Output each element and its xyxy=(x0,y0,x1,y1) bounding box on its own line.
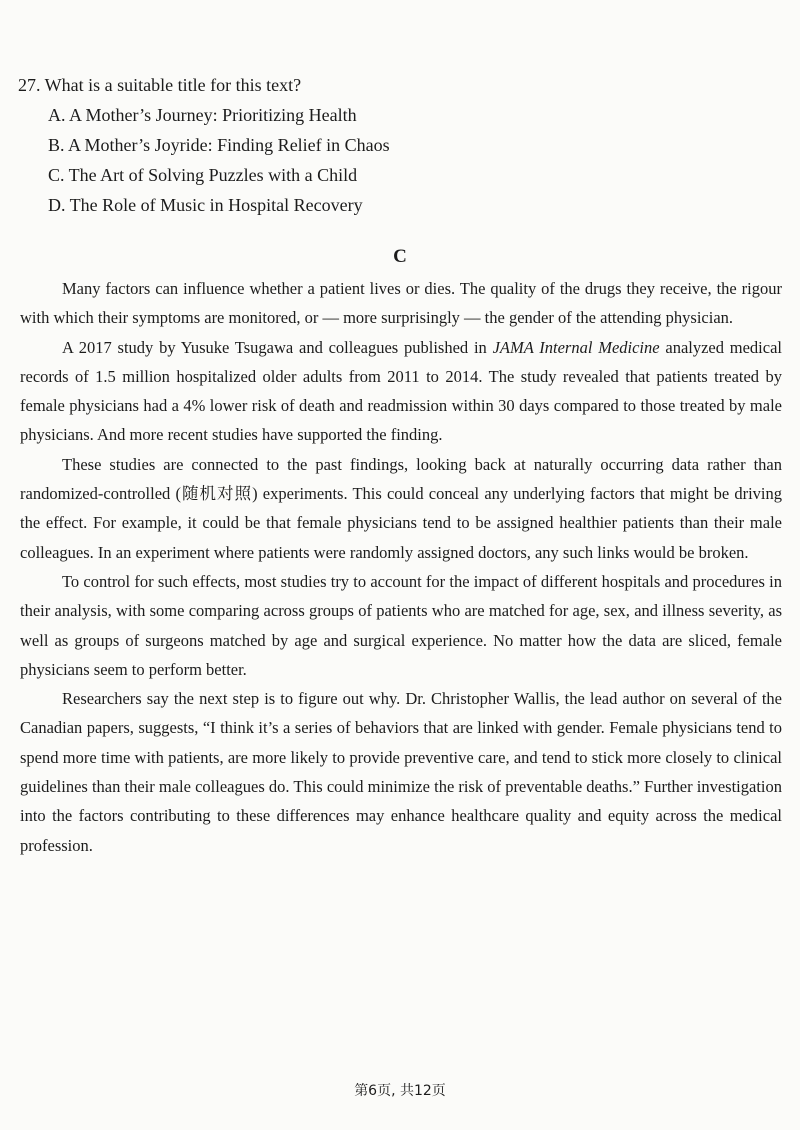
option-d: D. The Role of Music in Hospital Recovery xyxy=(48,195,363,215)
option-b: B. A Mother’s Joyride: Finding Relief in Chaos xyxy=(48,135,390,155)
journal-title: JAMA Internal Medicine xyxy=(492,337,660,357)
question-27 xyxy=(18,70,778,220)
paragraph-1: Many factors can influence whether a patient lives or dies. The quality of the drugs they receive, the rigour with which their symptoms are monitored, or — more surprisingly — the gender of the attending physician. xyxy=(20,279,782,328)
passage-c xyxy=(20,274,782,860)
paragraph-2-after: analyzed medical records of 1.5 million hospitalized older adults from 2011 to 2014. The study revealed that patients treated by female physicians had a 4% lower risk of death and readmission within 30 days compared to those treated by male physicians. And more recent studies have supported the finding. xyxy=(20,337,782,445)
question-stem: 27. What is a suitable title for this text? xyxy=(18,75,302,95)
option-c: C. The Art of Solving Puzzles with a Child xyxy=(48,165,358,185)
option-a: A. A Mother’s Journey: Prioritizing Health xyxy=(48,105,357,125)
paragraph-3: These studies are connected to the past findings, looking back at naturally occurring data rather than randomized-controlled (随机对照) experiments. This could conceal any underlying factors that might be driving the effect. For example, it could be that female physicians tend to be assigned healthier patients than their male colleagues. In an experiment where patients were randomly assigned doctors, any such links would be broken. xyxy=(20,454,782,562)
page-number: 第6页, 共12页 xyxy=(354,1083,446,1099)
section-heading: C xyxy=(393,246,407,267)
paragraph-2-before: A 2017 study by Yusuke Tsugawa and colleagues published in xyxy=(62,337,493,357)
paragraph-5: Researchers say the next step is to figure out why. Dr. Christopher Wallis, the lead author on several of the Canadian papers, suggests, “I think it’s a series of behaviors that are linked with gender. Female physicians tend to spend more time with patients, are more likely to provide preventive care, and tend to stick more closely to clinical guidelines than their male colleagues do. This could minimize the risk of preventable deaths.” Further investigation into the factors contributing to these differences may enhance healthcare quality and equity across the medical profession. xyxy=(20,689,782,855)
paragraph-4: To control for such effects, most studies try to account for the impact of different hospitals and procedures in their analysis, with some comparing across groups of patients who are matched for age, sex, and illness severity, as well as groups of surgeons matched by age and surgical experience. No matter how the data are sliced, female physicians seem to perform better. xyxy=(20,571,782,679)
paragraph-2 xyxy=(20,333,782,450)
